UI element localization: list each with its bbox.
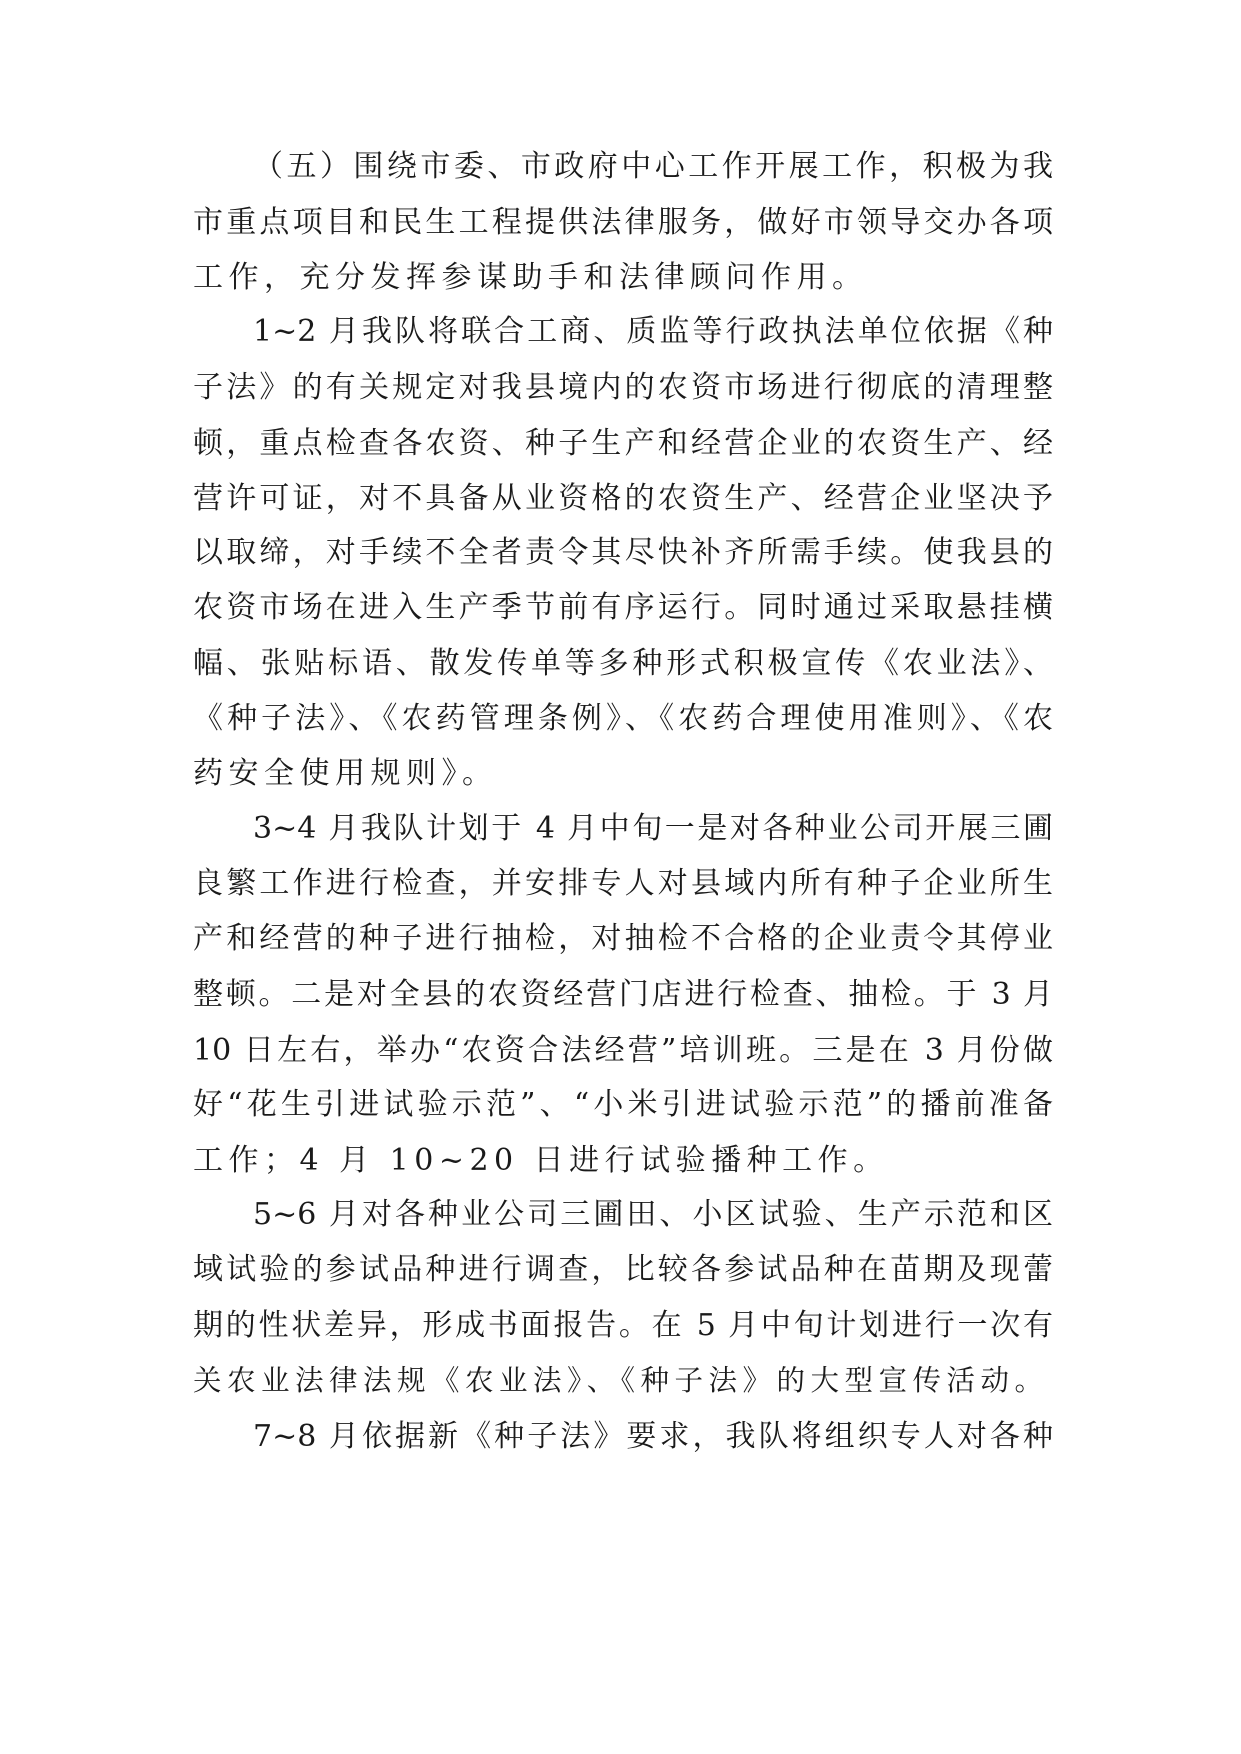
paragraph-jan-feb-line-1: 1~2 月我队将联合工商、质监等行政执法单位依据《种 — [253, 314, 1053, 349]
paragraph-jan-feb-line-2: 子法》的有关规定对我县境内的农资市场进行彻底的清理整 — [193, 370, 1053, 405]
paragraph-jan-feb-line-5: 以取缔，对手续不全者责令其尽快补齐所需手续。使我县的 — [193, 535, 1053, 570]
paragraph-5-line-3: 工作，充分发挥参谋助手和法律顾问作用。 — [193, 260, 868, 295]
paragraph-jan-feb-line-3: 顿，重点检查各农资、种子生产和经营企业的农资生产、经 — [193, 426, 1053, 461]
paragraph-may-jun-line-1: 5~6 月对各种业公司三圃田、小区试验、生产示范和区 — [253, 1197, 1053, 1232]
paragraph-jan-feb-line-6: 农资市场在进入生产季节前有序运行。同时通过采取悬挂横 — [193, 590, 1053, 625]
paragraph-mar-apr-line-5: 10 日左右，举办“农资合法经营”培训班。三是在 3 月份做 — [193, 1033, 1053, 1068]
paragraph-5-line-1: （五）围绕市委、市政府中心工作开展工作，积极为我 — [253, 149, 1053, 184]
paragraph-mar-apr-line-1: 3~4 月我队计划于 4 月中旬一是对各种业公司开展三圃 — [253, 811, 1053, 846]
paragraph-mar-apr-line-3: 产和经营的种子进行抽检，对抽检不合格的企业责令其停业 — [193, 921, 1053, 956]
paragraph-may-jun-line-4: 关农业法律法规《农业法》、《种子法》的大型宣传活动。 — [193, 1364, 1049, 1397]
paragraph-may-jun-line-2: 域试验的参试品种进行调查，比较各参试品种在苗期及现蕾 — [193, 1252, 1053, 1287]
paragraph-mar-apr-line-7: 工作；4 月 10~20 日进行试验播种工作。 — [193, 1143, 889, 1178]
paragraph-jan-feb-line-4: 营许可证，对不具备从业资格的农资生产、经营企业坚决予 — [193, 481, 1053, 516]
paragraph-mar-apr-line-4: 整顿。二是对全县的农资经营门店进行检查、抽检。于 3 月 — [193, 977, 1053, 1012]
paragraph-jan-feb-line-7: 幅、张贴标语、散发传单等多种形式积极宣传《农业法》、 — [193, 646, 1053, 681]
paragraph-jan-feb-line-9: 药安全使用规则》。 — [193, 756, 498, 791]
paragraph-5-line-2: 市重点项目和民生工程提供法律服务，做好市领导交办各项 — [193, 205, 1053, 240]
paragraph-mar-apr-line-2: 良繁工作进行检查，并安排专人对县域内所有种子企业所生 — [193, 866, 1053, 901]
paragraph-jan-feb-line-8: 《种子法》、《农药管理条例》、《农药合理使用准则》、《农 — [193, 701, 1053, 736]
paragraph-mar-apr-line-6: 好“花生引进试验示范”、“小米引进试验示范”的播前准备 — [193, 1087, 1053, 1122]
paragraph-may-jun-line-3: 期的性状差异，形成书面报告。在 5 月中旬计划进行一次有 — [193, 1308, 1053, 1343]
paragraph-jul-aug-line-1: 7~8 月依据新《种子法》要求，我队将组织专人对各种 — [253, 1419, 1053, 1454]
